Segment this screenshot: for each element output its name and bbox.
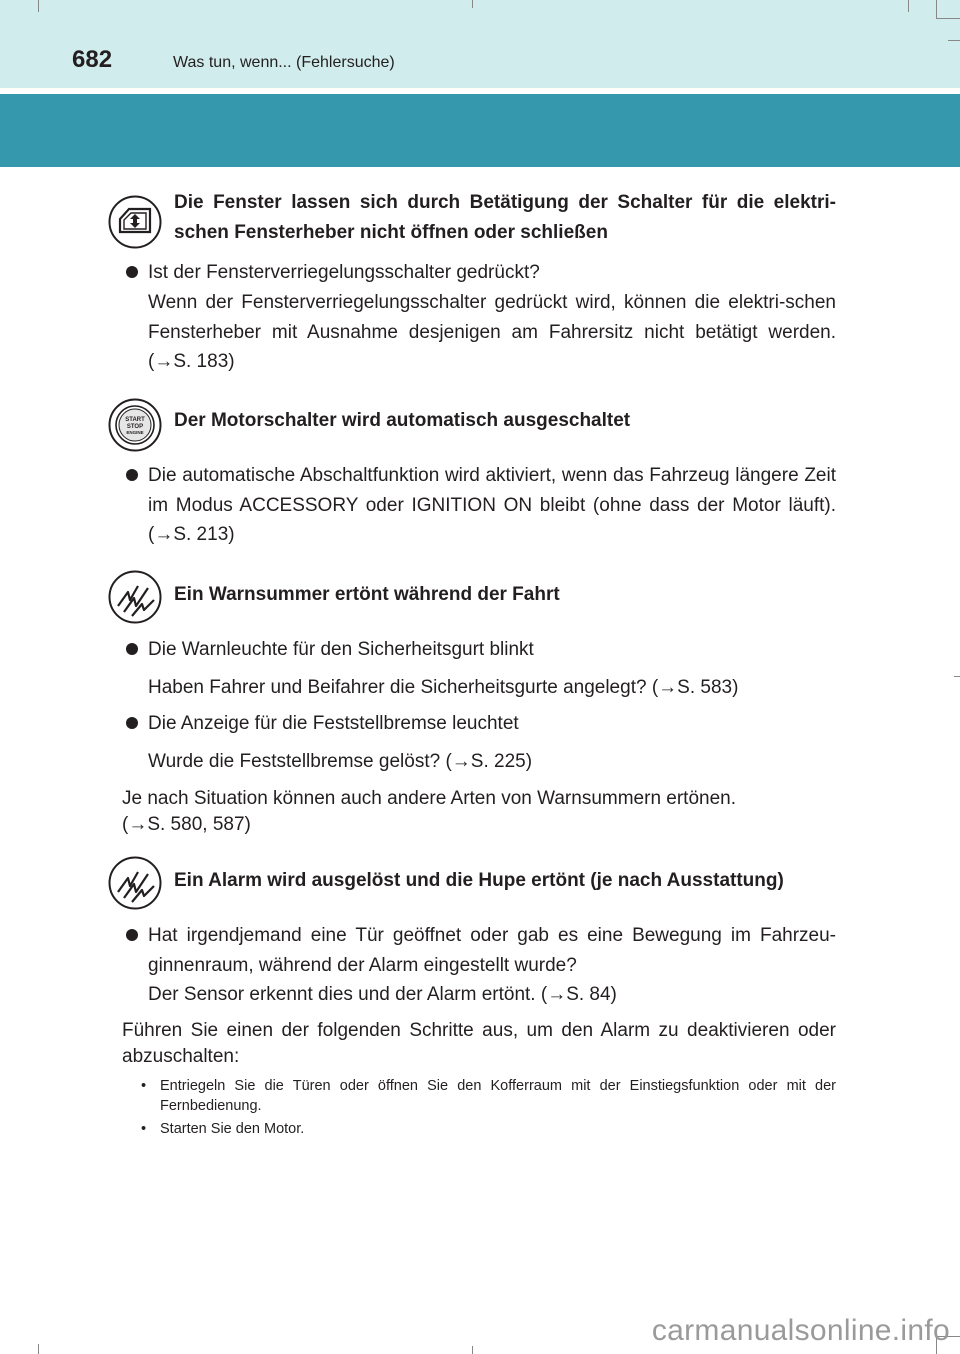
crop-mark xyxy=(472,0,473,8)
bullet-dot xyxy=(126,929,138,941)
crop-mark xyxy=(954,676,960,677)
chapter-title: Was tun, wenn... (Fehlersuche) xyxy=(173,54,395,71)
crop-mark xyxy=(936,0,937,18)
section-title-line: schen Fensterheber nicht öffnen oder schließen xyxy=(174,222,608,243)
question-text: Hat irgendjemand eine Tür geöffnet oder gab es eine Bewegung im Fahrzeu-ginnenraum, während der Alarm eingestellt wurde? xyxy=(148,925,836,976)
page-number: 682 xyxy=(72,46,113,73)
section-title-alarm: Ein Alarm wird ausgelöst und die Hupe ertönt (je nach Ausstattung) xyxy=(174,870,784,891)
header-band xyxy=(0,0,960,88)
answer-text: Die automatische Abschaltfunktion wird aktiviert, wenn das Fahrzeug längere Zeit im Modus ACCESSORY oder IGNITION ON bleibt (ohne dass der Motor läuft). (→S. 213) xyxy=(148,465,836,545)
section-title-power-windows xyxy=(174,188,836,248)
note-line: (→S. 580, 587) xyxy=(122,813,251,835)
bullet-dot xyxy=(126,266,138,278)
answer-text: Haben Fahrer und Beifahrer die Sicherheitsgurte angelegt? (→S. 583) xyxy=(148,677,739,698)
icon-label: START xyxy=(125,417,145,423)
note-line: Je nach Situation können auch andere Arten von Warnsummern ertönen. xyxy=(122,788,737,809)
warning-buzzer-icon xyxy=(108,570,162,624)
question-text: Ist der Fensterverriegelungsschalter gedrückt? xyxy=(148,262,540,283)
note-text xyxy=(122,784,836,839)
icon-label: STOP xyxy=(126,424,144,430)
list-dot: • xyxy=(141,1121,147,1137)
section-title-line: Die Fenster lassen sich durch Betätigung der Schalter für die elektri- xyxy=(174,192,836,213)
icon-label: ENGINE xyxy=(126,430,144,435)
bullet-dot xyxy=(126,469,138,481)
note-text: Führen Sie einen der folgenden Schritte aus, um den Alarm zu deaktivieren oder abzuschalten: xyxy=(122,1020,836,1067)
bullet-dot xyxy=(126,643,138,655)
bullet-dot xyxy=(126,717,138,729)
crop-mark xyxy=(936,18,960,19)
answer-text: Wenn der Fensterverriegelungsschalter gedrückt wird, können die elektri-schen Fensterheber mit Ausnahme desjenigen am Fahrersitz nicht betätigt werden. (→S. 183) xyxy=(148,292,836,372)
crop-mark xyxy=(38,1344,39,1354)
crop-mark xyxy=(948,40,960,41)
list-item: Entriegeln Sie die Türen oder öffnen Sie den Kofferraum mit der Einstiegsfunktion oder mit der Fernbedienung. xyxy=(160,1078,836,1114)
alarm-horn-icon xyxy=(108,856,162,910)
section-title-warning-buzzer: Ein Warnsummer ertönt während der Fahrt xyxy=(174,584,560,605)
start-stop-engine-icon xyxy=(108,398,162,452)
question-text: Die Warnleuchte für den Sicherheitsgurt blinkt xyxy=(148,639,534,660)
crop-mark xyxy=(472,1346,473,1354)
answer-text: Wurde die Feststellbremse gelöst? (→S. 225) xyxy=(148,751,533,772)
answer-text: Der Sensor erkennt dies und der Alarm ertönt. (→S. 84) xyxy=(148,984,617,1005)
question-text: Die Anzeige für die Feststellbremse leuchtet xyxy=(148,713,519,734)
section-title-engine-switch: Der Motorschalter wird automatisch ausgeschaltet xyxy=(174,410,631,431)
list-dot: • xyxy=(141,1078,147,1094)
crop-mark xyxy=(38,0,39,12)
watermark: carmanualsonline.info xyxy=(651,1314,950,1347)
list-item: Starten Sie den Motor. xyxy=(160,1121,305,1137)
crop-mark xyxy=(908,0,909,12)
header-blue-bar xyxy=(0,94,960,167)
power-window-icon xyxy=(108,195,162,249)
